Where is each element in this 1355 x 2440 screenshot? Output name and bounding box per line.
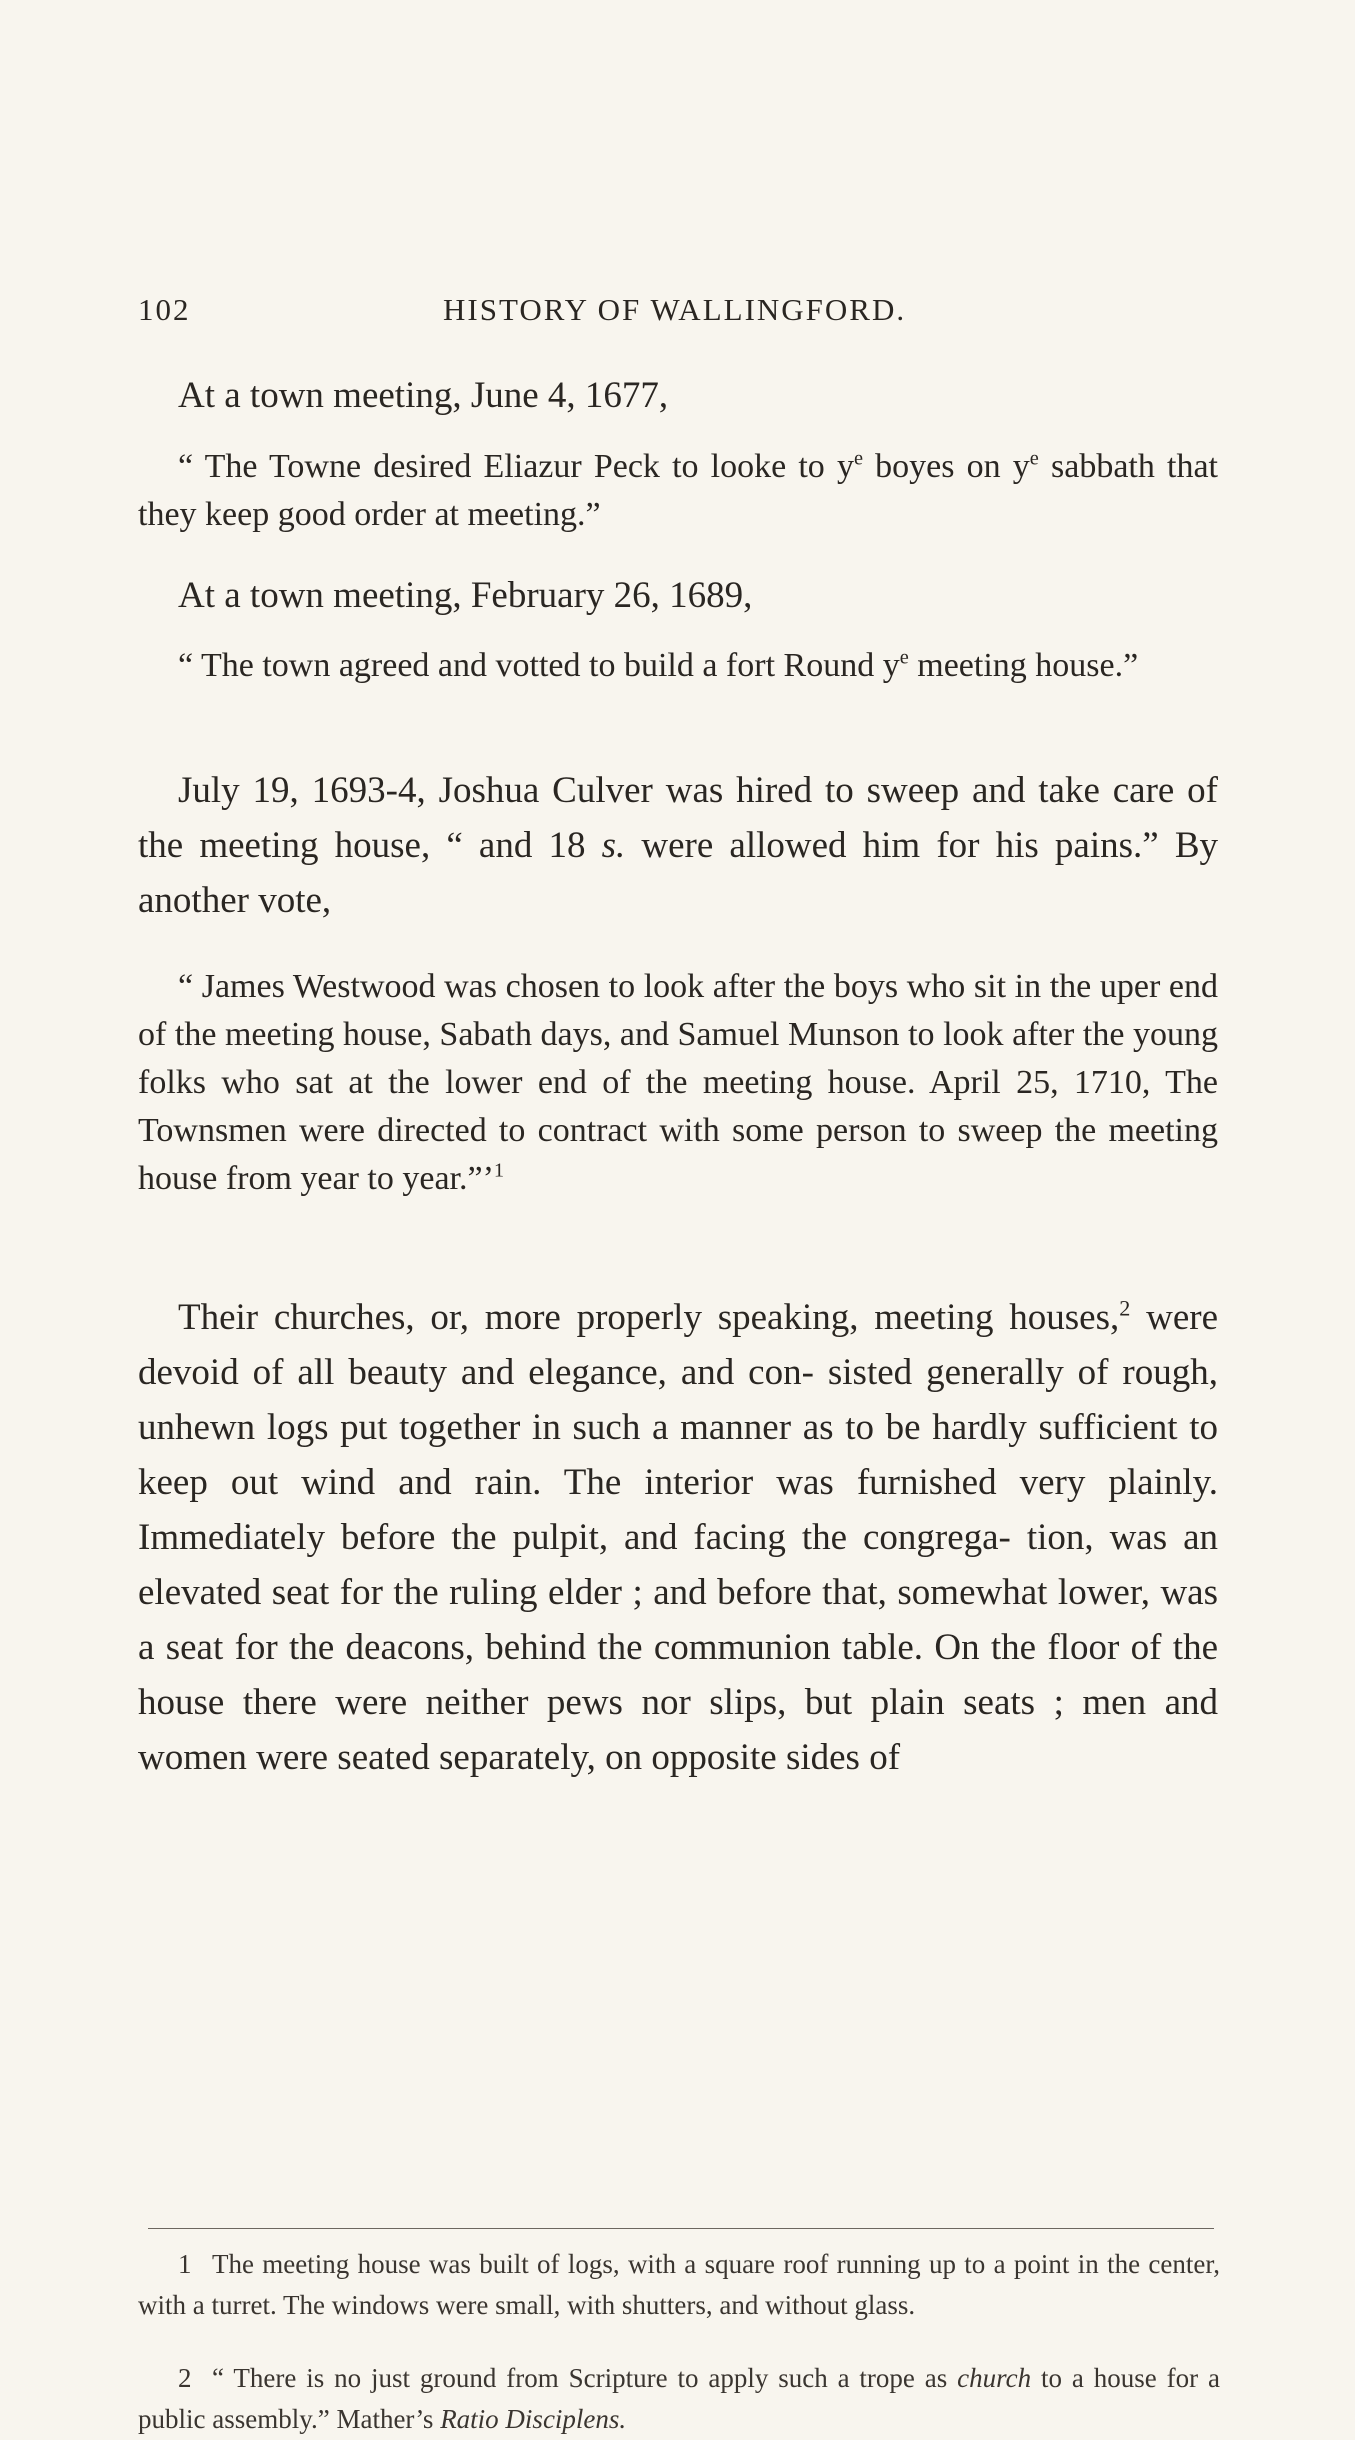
quote-james-westwood: “ James Westwood was chosen to look after the boys who sit in the uper end of the meeting house, Sabath days, and Samuel Munson to look after the young folks who sat at the lower end of the meeting house. April 25, 1710, The Townsmen were directed to contract with some person to sweep the meeting house from year to year.”’$^1$	[138, 968, 1218, 1197]
quote-towne-desired: “ The Towne desired Eliazur Peck to looke to $y^e$ boyes on $y^e$ sabbath that they keep good order at meeting.”	[138, 447, 1218, 533]
footnote-number: 1	[178, 2249, 192, 2279]
running-title: HISTORY OF WALLINGFORD.	[443, 292, 907, 327]
page-header	[138, 292, 1222, 332]
paragraph-joshua-culver: July 19, 1693-4, Joshua Culver was hired to sweep and take care of the meeting house, “ and 18 s. were allowed him for his pains.” By another vote,	[138, 770, 1219, 921]
footnote-number: 2	[178, 2363, 192, 2393]
footnote-1: 1 The meeting house was built of logs, with a square roof running up to a point in the center, with a turret. The windows were small, with shutters, and without glass.	[138, 2244, 1220, 2326]
paragraph-town-meeting-1677: At a town meeting, June 4, 1677,	[178, 375, 669, 416]
quote-town-agreed: “ The town agreed and votted to build a fort Round $y^e$ meeting house.”	[178, 646, 1139, 684]
page-number: 102	[138, 292, 191, 327]
paragraph-town-meeting-1689: At a town meeting, February 26, 1689,	[178, 575, 753, 616]
footnote-2: 2 “ There is no just ground from Scripture to apply such a trope as church to a house for a public assembly.” Mather’s Ratio Disciplens.	[138, 2358, 1220, 2440]
paragraph-churches: Their churches, or, more properly speaking, meeting houses,$^2$ were devoid of all beauty and elegance, and con- sisted generally of rough, unhewn logs put together in such a manner as to be hardly sufficient to keep out wind and rain. The interior was furnished very plainly. Immediately before the pulpit, and facing the congrega- tion, was an elevated seat for the ruling elder ; and before that, somewhat lower, was a seat for the deacons, behind the communion table. On the floor of the house there were neither pews nor slips, but plain seats ; men and women were seated separately, on opposite sides of	[138, 1295, 1218, 1778]
footnote-divider	[148, 2228, 1214, 2229]
